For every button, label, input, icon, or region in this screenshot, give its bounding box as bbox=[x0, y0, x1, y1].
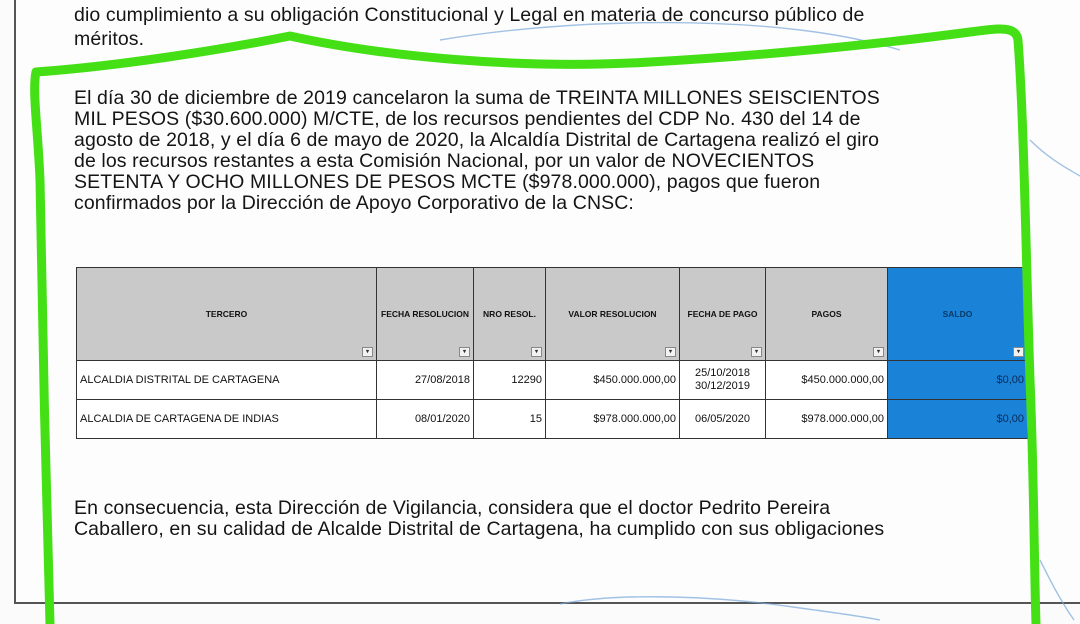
fecha-pago-1: 06/05/2020 bbox=[694, 412, 751, 425]
paragraph-line: Caballero, en su calidad de Alcalde Distrital de Cartagena, ha cumplido con sus obligaciones bbox=[74, 518, 885, 540]
header-saldo: SALDO ▾ bbox=[888, 268, 1028, 361]
paragraph-line: confirmados por la Dirección de Apoyo Corporativo de la CNSC: bbox=[74, 192, 634, 214]
dropdown-arrow-icon[interactable]: ▾ bbox=[751, 347, 762, 357]
top-paragraph-line-1: dio cumplimiento a su obligación Constitucional y Legal en materia de concurso público de bbox=[74, 4, 865, 26]
cell-nro-resol: 12290 bbox=[474, 361, 546, 400]
header-fecha-pago: FECHA DE PAGO ▾ bbox=[680, 268, 766, 361]
dropdown-arrow-icon[interactable]: ▾ bbox=[665, 347, 676, 357]
cell-tercero: ALCALDIA DISTRITAL DE CARTAGENA bbox=[77, 361, 377, 400]
dropdown-arrow-icon[interactable]: ▾ bbox=[1013, 347, 1024, 357]
pen-scribble bbox=[560, 597, 880, 620]
dropdown-arrow-icon[interactable]: ▾ bbox=[459, 347, 470, 357]
cell-saldo: $0,00 bbox=[888, 361, 1028, 400]
header-tercero: TERCERO ▾ bbox=[77, 268, 377, 361]
paragraph-line: agosto de 2018, y el día 6 de mayo de 2020, la Alcaldía Distrital de Cartagena realizó el giro bbox=[74, 129, 880, 151]
cell-saldo: $0,00 bbox=[888, 400, 1028, 439]
header-fecha-resolucion: FECHA RESOLUCION ▾ bbox=[377, 268, 474, 361]
dropdown-arrow-icon[interactable]: ▾ bbox=[531, 347, 542, 357]
header-pagos: PAGOS ▾ bbox=[766, 268, 888, 361]
cell-fecha-resolucion: 08/01/2020 bbox=[377, 400, 474, 439]
cell-pagos: $450.000.000,00 bbox=[766, 361, 888, 400]
cell-fecha-resolucion: 27/08/2018 bbox=[377, 361, 474, 400]
top-paragraph-line-2: méritos. bbox=[74, 28, 145, 50]
pen-scribble bbox=[1030, 140, 1080, 176]
cell-valor-resolucion: $450.000.000,00 bbox=[546, 361, 680, 400]
cell-tercero: ALCALDIA DE CARTAGENA DE INDIAS bbox=[77, 400, 377, 439]
paragraph-line: SETENTA Y OCHO MILLONES DE PESOS MCTE ($978.000.000), pagos que fueron bbox=[74, 171, 821, 193]
header-nro-resol: NRO RESOL. ▾ bbox=[474, 268, 546, 361]
green-highlight-outline bbox=[35, 29, 1036, 624]
dropdown-arrow-icon[interactable]: ▾ bbox=[873, 347, 884, 357]
filter-funnel-icon[interactable]: ▾ bbox=[362, 347, 373, 357]
paragraph-line: En consecuencia, esta Dirección de Vigilancia, considera que el doctor Pedrito Pereira bbox=[74, 497, 831, 519]
header-valor-resolucion: VALOR RESOLUCION ▾ bbox=[546, 268, 680, 361]
pen-scribble bbox=[1040, 560, 1074, 620]
cell-valor-resolucion: $978.000.000,00 bbox=[546, 400, 680, 439]
cell-pagos: $978.000.000,00 bbox=[766, 400, 888, 439]
fecha-pago-2: 30/12/2019 bbox=[694, 380, 751, 392]
paragraph-line: El día 30 de diciembre de 2019 cancelaron la suma de TREINTA MILLONES SEISCIENTOS bbox=[74, 87, 880, 109]
cell-nro-resol: 15 bbox=[474, 400, 546, 439]
paragraph-line: MIL PESOS ($30.600.000) M/CTE, de los recursos pendientes del CDP No. 430 del 14 de bbox=[74, 108, 861, 130]
paragraph-line: de los recursos restantes a esta Comisión Nacional, por un valor de NOVECIENTOS bbox=[74, 150, 815, 172]
fecha-pago-1: 25/10/2018 bbox=[694, 367, 751, 379]
